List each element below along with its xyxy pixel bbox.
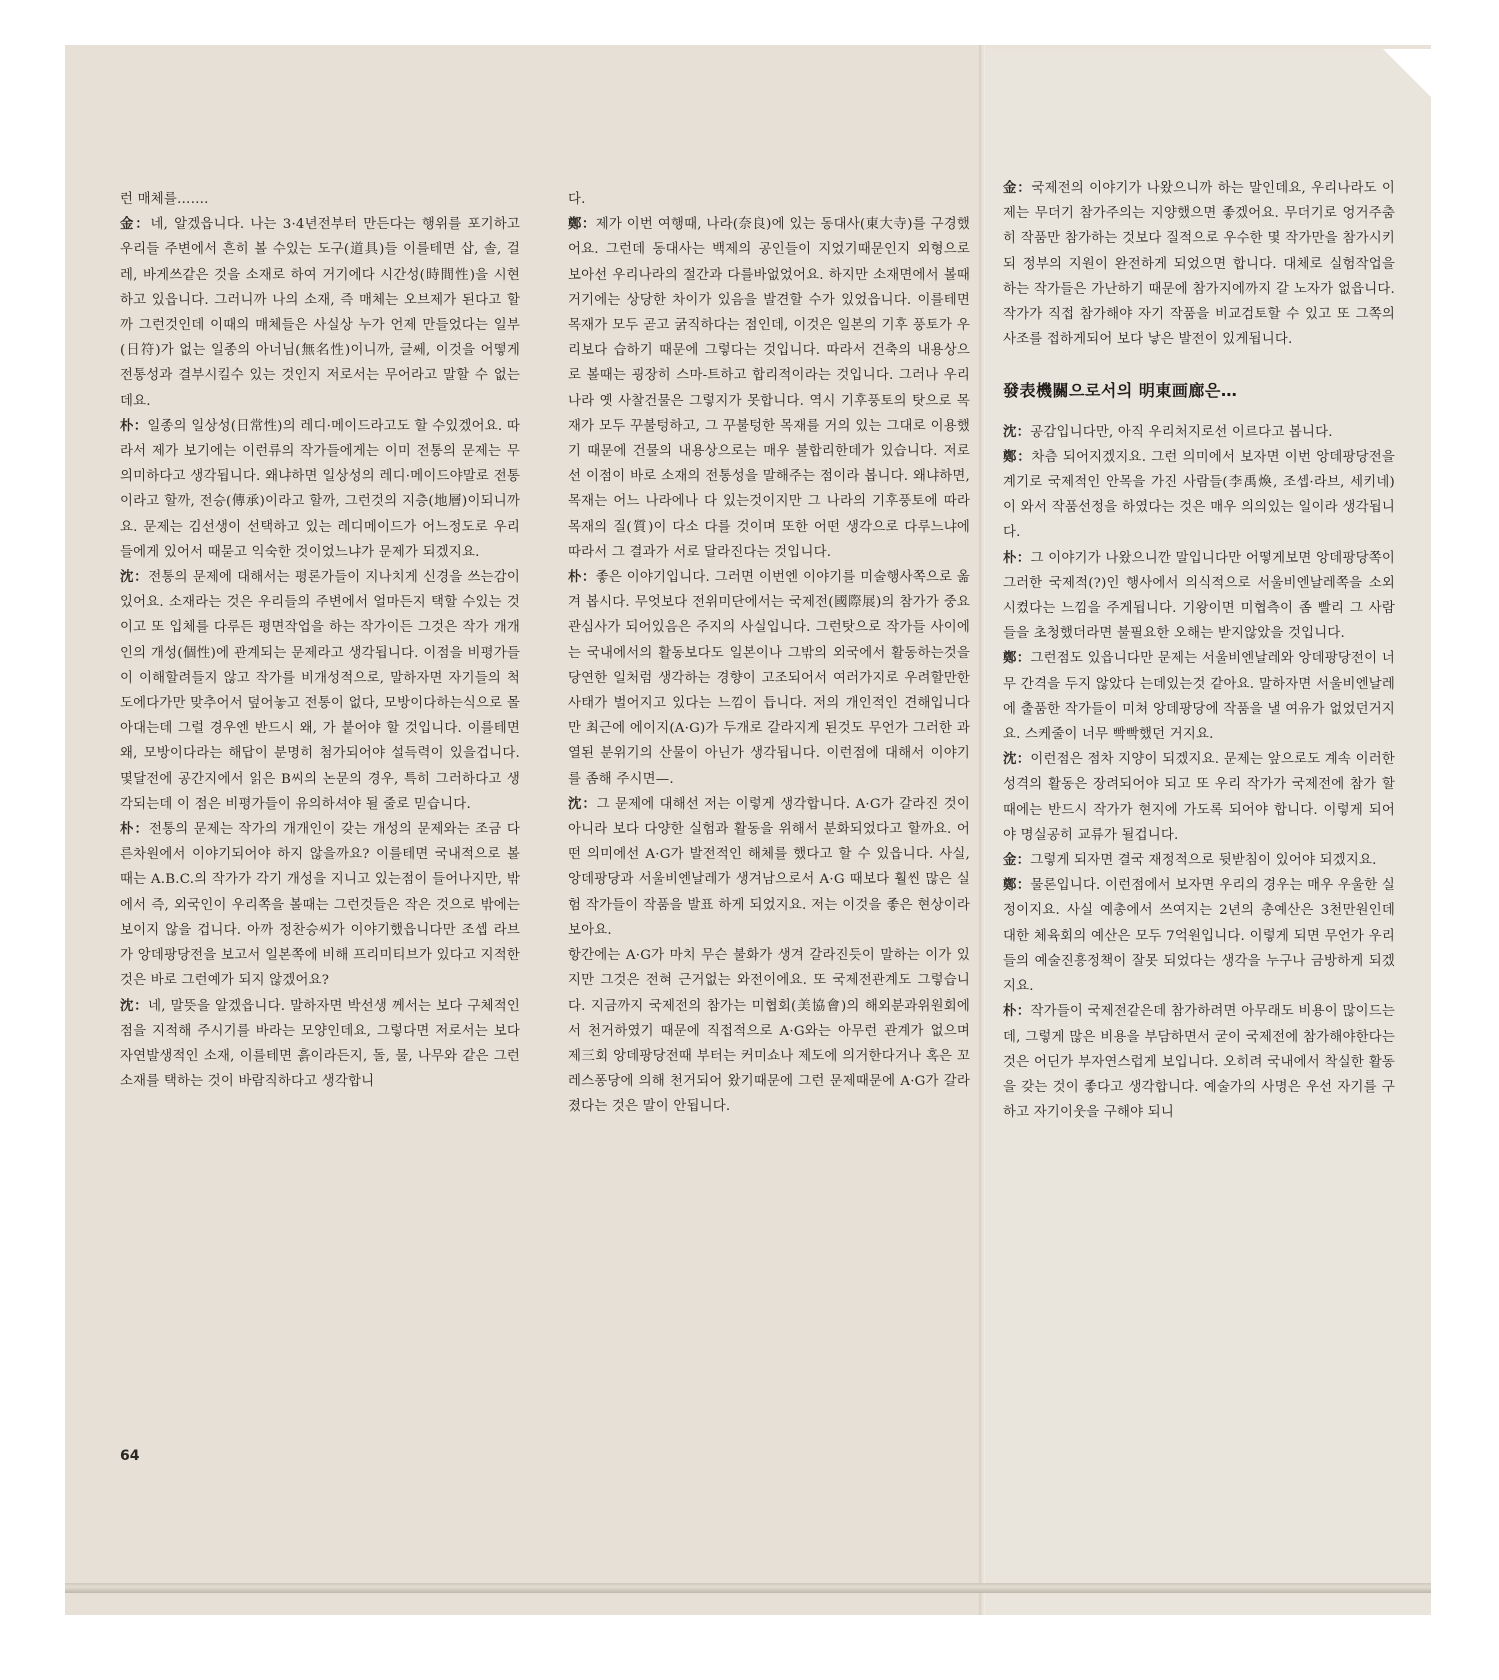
- paragraph-text: 제가 이번 여행때, 나라(奈良)에 있는 동대사(東大寺)를 구경했어요. 그런데 동대사는 백제의 공인들이 지었기때문인지 외형으로 보아선 우리나라의 절간과 다를바없었어요. 하지만 소재면에서 볼때 거기에는 상당한 차이가 있음을 발견할 수가 있었읍니다. 이를테면 목재가 모두 곧고 굵직하다는 점인데, 이것은 일본의 기후 풍토가 우리보다 습하기 때문에 그렇다는 것입니다. 따라서 건축의 내용상으로 볼때는 굉장히 스마-트하고 합리적이라는 것입니다. 그러나 우리나라 옛 사찰건물은 그렇지가 못합니다. 역시 기후풍토의 탓으로 목재가 모두 꾸불텅하고, 그 꾸불텅한 목재를 거의 있는 그대로 이용했기 때문에 건물의 내용상으로는 매우 불합리한데가 있습니다. 저로선 이점이 바로 소재의 전통성을 말해주는 점이라 봅니다. 왜냐하면, 목재는 어느 나라에나 다 있는것이지만 그 나라의 기후풍토에 따라 목재의 질(質)이 다소 다를 것이며 또한 어떤 생각으로 다루느냐에 따라서 그 결과가 서로 달라진다는 것입니다.: [568, 217, 971, 560]
- speaker-label: 鄭: [1003, 448, 1018, 465]
- paragraph-text: 그 이야기가 나왔으니깐 말입니다만 어떻게보면 앙데팡당쪽이 그러한 국제적(?)인 행사에서 의식적으로 서울비엔날레쪽을 소외시켰다는 느낌을 주게됩니다. 기왕이면 미협측이 좀 빨리 그 사람들을 초청했더라면 불필요한 오해는 받지않았을 것입니다.: [1003, 550, 1395, 642]
- paragraph-text: 국제전의 이야기가 나왔으니까 하는 말인데요, 우리나라도 이제는 무더기 참가주의는 지양했으면 좋겠어요. 무더기로 엉거주춤히 작품만 참가하는 것보다 질적으로 우수한 몇 작가만을 참가시키되 정부의 지원이 완전하게 되었으면 합니다. 대체로 실험작업을 하는 작가들은 가난하기 때문에 참가지에까지 갈 노자가 없읍니다. 작가가 직접 참가해야 자기 작품을 비교검토할 수 있고 또 그쪽의 사조를 접하게되어 보다 낳은 발전이 있게됩니다.: [1003, 181, 1396, 348]
- paragraph: 鄭：차츰 되어지겠지요. 그런 의미에서 보자면 이번 앙데팡당전을 계기로 국제적인 안목을 가진 사람들(李禹煥, 조셉·라브, 세키네)이 와서 작품선정을 하였다는 것은 매우 의의있는 일이라 생각됩니다.: [1003, 448, 1396, 541]
- speaker-label: 朴: [1003, 549, 1017, 566]
- speaker-label: 金: [120, 216, 136, 233]
- paragraph-text: 작가들이 국제전같은데 참가하려면 아무래도 비용이 많이드는데, 그렇게 많은 비용을 부담하면서 굳이 국제전에 참가해야한다는 것은 어딘가 부자연스럽게 보입니다. 오히려 국내에서 착실한 활동을 갖는 것이 좋다고 생각합니다. 예술가의 사명은 우선 자기를 구하고 자기이웃을 구해야 되니: [1003, 1004, 1395, 1121]
- paragraph-text: 다.: [568, 192, 586, 207]
- paragraph-text: 전통의 문제에 대해서는 평론가들이 지나치게 신경을 쓰는감이 있어요. 소재라는 것은 우리들의 주변에서 얼마든지 택할 수있는 것이고 또 입체를 다루든 평면작업을 하는 작가이든 그것은 작가 개개인의 개성(個性)에 관계되는 문제라고 생각됩니다. 이점을 비평가들이 이해할려들지 않고 작가를 비개성적으로, 말하자면 자기들의 척도에다가만 맞추어서 덮어놓고 전통이 없다, 모방이다하는식으로 몰아대는데 그럴 경우엔 반드시 왜, 가 붙어야 할 것입니다. 이를테면 왜, 모방이다라는 해답이 분명히 첨가되어야 설득력이 있을겁니다. 몇달전에 공간지에서 읽은 B씨의 논문의 경우, 특히 그러하다고 생각되는데 이 점은 비평가들이 유의하셔야 될 줄로 믿습니다.: [120, 570, 521, 812]
- paragraph-text: 런 매체를…….: [120, 192, 209, 207]
- paragraph-text: 네, 알겠읍니다. 나는 3·4년전부터 만든다는 행위를 포기하고 우리들 주변에서 흔히 볼 수있는 도구(道具)들 이를테면 삽, 솔, 걸레, 바게쓰같은 것을 소재로 하여 거기에다 시간성(時間性)을 시현하고 있읍니다. 그러니까 나의 소재, 즉 매체는 오브제가 된다고 할까 그런것인데 이때의 매체들은 사실상 누가 언제 만들었다는 일부(日符)가 없는 일종의 아너님(無名性)이니까, 글쎄, 이것을 어떻게 전통성과 결부시킬수 있는 것인지 저로서는 무어라고 말할 수 없는데요.: [120, 217, 520, 409]
- paragraph: 沈：공감입니다만, 아직 우리처지로선 이르다고 봅니다.: [1003, 423, 1333, 440]
- speaker-label: 鄭: [1003, 877, 1017, 894]
- speaker-label: 朴: [120, 821, 135, 838]
- speaker-label: 沈: [1003, 751, 1017, 768]
- paragraph: 沈：그 문제에 대해선 저는 이렇게 생각합니다. A·G가 갈라진 것이 아니라 보다 다양한 실험과 활동을 위해서 분화되었다고 할까요. 어떤 의미에선 A·G가 발전적인 해체를 했다고 할 수 있읍니다. 사실, 앙데팡당과 서울비엔날레가 생겨남으로서 A·G 때보다 훨씬 많은 실험 작가들이 작품을 발표 하게 되었지요. 저는 이것을 좋은 현상이라 보아요.: [568, 795, 970, 938]
- paragraph-text: 좋은 이야기입니다. 그러면 이번엔 이야기를 미술행사쪽으로 옮겨 봅시다. 무엇보다 전위미단에서는 국제전(國際展)의 참가가 중요관심사가 되어있음은 주지의 사실입니다. 그런탓으로 작가들 사이에는 국내에서의 활동보다도 일본이나 그밖의 외국에서 활동하는것을 당연한 일처럼 생각하는 경향이 고조되어서 여러가지로 우려할만한 사태가 벌어지고 있다는 느낌이 듭니다. 저의 개인적인 견해입니다만 최근에 에이지(A·G)가 두개로 갈라지게 된것도 무언가 그러한 과열된 분위기의 산물이 아닌가 생각됩니다. 이런점에 대해서 이야기를 좀해 주시면—.: [568, 570, 971, 787]
- paragraph-text: 물론입니다. 이런점에서 보자면 우리의 경우는 매우 우울한 실정이지요. 사실 예총에서 쓰여지는 2년의 총예산은 3천만원인데 대한 체육회의 예산은 모두 7억원입니다. 이렇게 되면 무언가 우리들의 예술진흥정책이 잘못 되었다는 생각을 누구나 금방하게 되겠지요.: [1003, 878, 1396, 995]
- speaker-label: 朴: [120, 417, 134, 434]
- paragraph-text: 차츰 되어지겠지요. 그런 의미에서 보자면 이번 앙데팡당전을 계기로 국제적인 안목을 가진 사람들(李禹煥, 조셉·라브, 세키네)이 와서 작품선정을 하였다는 것은 매우 의의있는 일이라 생각됩니다.: [1003, 449, 1396, 541]
- paragraph: 朴：일종의 일상성(日常性)의 레디·메이드라고도 할 수있겠어요. 따라서 제가 보기에는 이런류의 작가들에게는 이미 전통의 문제는 무의미하다고 생각됩니다. 왜냐하면 일상성의 레디·메이드야말로 전통이라고 할까, 전승(傳承)이라고 할까, 그런것의 지층(地層)이되니까요. 문제는 김선생이 선택하고 있는 레디메이드가 어느정도로 우리들에게 있어서 때묻고 익숙한 것이었느냐가 문제가 되겠지요.: [120, 417, 520, 560]
- paragraph: 沈：네, 말뜻을 알겠읍니다. 말하자면 박선생 께서는 보다 구체적인 점을 지적해 주시기를 바라는 모양인데요, 그렇다면 저로서는 보다 자연발생적인 소재, 이를테면 흙이라든지, 돌, 물, 나무와 같은 그런 소재를 택하는 것이 바람직하다고 생각합니: [120, 997, 521, 1090]
- speaker-label: 沈: [1003, 423, 1017, 440]
- speaker-label: 金: [1003, 180, 1018, 196]
- page-corner-fold: [1383, 49, 1431, 97]
- speaker-label: 朴: [1003, 1003, 1017, 1020]
- paragraph: 朴：전통의 문제는 작가의 개개인이 갖는 개성의 문제와는 조금 다른차원에서 이야기되어야 하지 않을까요? 이를테면 국내적으로 볼때는 A.B.C.의 작가가 각기 개성을 지니고 있는점이 들어나지만, 밖에서 즉, 외국인이 우리쪽을 볼때는 그런것들은 작은 것으로 밖에는 보이지 않을 겁니다. 아까 정찬승씨가 이야기했읍니다만 조셉 라브가 앙데팡당전을 보고서 일본쪽에 비해 프리미티브가 있다고 지적한 것은 바로 그런예가 되지 않겠어요?: [120, 821, 520, 989]
- paragraph-text: 항간에는 A·G가 마치 무슨 불화가 생겨 갈라진듯이 말하는 이가 있지만 그것은 전혀 근거없는 와전이에요. 또 국제전관계도 그렇습니다. 지금까지 국제전의 참가는 미협회(美協會)의 해외분과위원회에서 천거하였기 때문에 직접적으로 A·G와는 아무런 관계가 없으며 제三회 앙데팡당전때 부터는 커미쇼나 제도에 의거한다거나 혹은 꼬레스퐁당에 의해 천거되어 왔기때문에 그런 문제때문에 A·G가 갈라졌다는 것은 말이 안됩니다.: [568, 948, 970, 1115]
- paragraph-text: 그렇게 되자면 결국 재정적으로 뒷받침이 있어야 되겠지요.: [1030, 853, 1377, 869]
- paragraph: 金：그렇게 되자면 결국 재정적으로 뒷받침이 있어야 되겠지요.: [1003, 852, 1377, 869]
- paragraph-text: 전통의 문제는 작가의 개개인이 갖는 개성의 문제와는 조금 다른차원에서 이야기되어야 하지 않을까요? 이를테면 국내적으로 볼때는 A.B.C.의 작가가 각기 개성을 지니고 있는점이 들어나지만, 밖에서 즉, 외국인이 우리쪽을 볼때는 그런것들은 작은 것으로 밖에는 보이지 않을 겁니다. 아까 정찬승씨가 이야기했읍니다만 조셉 라브가 앙데팡당전을 보고서 일본쪽에 비해 프리미티브가 있다고 지적한 것은 바로 그런예가 되지 않겠어요?: [120, 822, 520, 989]
- paragraph: 金：국제전의 이야기가 나왔으니까 하는 말인데요, 우리나라도 이제는 무더기 참가주의는 지양했으면 좋겠어요. 무더기로 엉거주춤히 작품만 참가하는 것보다 질적으로 우수한 몇 작가만을 참가시키되 정부의 지원이 완전하게 되었으면 합니다. 대체로 실험작업을 하는 작가들은 가난하기 때문에 참가지에까지 갈 노자가 없읍니다. 작가가 직접 참가해야 자기 작품을 비교검토할 수 있고 또 그쪽의 사조를 접하게되어 보다 낳은 발전이 있게됩니다.: [1003, 180, 1396, 348]
- paragraph-text: 네, 말뜻을 알겠읍니다. 말하자면 박선생 께서는 보다 구체적인 점을 지적해 주시기를 바라는 모양인데요, 그렇다면 저로서는 보다 자연발생적인 소재, 이를테면 흙이라든지, 돌, 물, 나무와 같은 그런 소재를 택하는 것이 바람직하다고 생각합니: [120, 998, 521, 1090]
- paragraph-text: 그 문제에 대해선 저는 이렇게 생각합니다. A·G가 갈라진 것이 아니라 보다 다양한 실험과 활동을 위해서 분화되었다고 할까요. 어떤 의미에선 A·G가 발전적인 해체를 했다고 할 수 있읍니다. 사실, 앙데팡당과 서울비엔날레가 생겨남으로서 A·G 때보다 훨씬 많은 실험 작가들이 작품을 발표 하게 되었지요. 저는 이것을 좋은 현상이라 보아요.: [568, 796, 970, 938]
- speaker-label: 鄭: [568, 216, 582, 233]
- page-bottom-edge: [65, 1583, 1431, 1593]
- paragraph: 沈：이런점은 점차 지양이 되겠지요. 문제는 앞으로도 계속 이러한 성격의 활동은 장려되어야 되고 또 우리 작가가 국제전에 참가 할 때에는 반드시 작가가 현지에 가도록 되어야 합니다. 이렇게 되어야 명실공히 교류가 될겁니다.: [1003, 751, 1396, 843]
- paragraph: 朴：작가들이 국제전같은데 참가하려면 아무래도 비용이 많이드는데, 그렇게 많은 비용을 부담하면서 굳이 국제전에 참가해야한다는 것은 어딘가 부자연스럽게 보입니다. 오히려 국내에서 착실한 활동을 갖는 것이 좋다고 생각합니다. 예술가의 사명은 우선 자기를 구하고 자기이웃을 구해야 되니: [1003, 1003, 1395, 1121]
- text-column-3: [1003, 176, 1395, 1125]
- speaker-label: 沈: [120, 569, 135, 586]
- page-number: 64: [120, 1448, 140, 1464]
- speaker-label: 金: [1003, 852, 1017, 869]
- paragraph: 沈：전통의 문제에 대해서는 평론가들이 지나치게 신경을 쓰는감이 있어요. 소재라는 것은 우리들의 주변에서 얼마든지 택할 수있는 것이고 또 입체를 다루든 평면작업을 하는 작가이든 그것은 작가 개개인의 개성(個性)에 관계되는 문제라고 생각됩니다. 이점을 비평가들이 이해할려들지 않고 작가를 비개성적으로, 말하자면 자기들의 척도에다가만 맞추어서 덮어놓고 전통이 없다, 모방이다하는식으로 몰아대는데 그럴 경우엔 반드시 왜, 가 붙어야 할 것입니다. 이를테면 왜, 모방이다라는 해답이 분명히 첨가되어야 설득력이 있을겁니다. 몇달전에 공간지에서 읽은 B씨의 논문의 경우, 특히 그러하다고 생각되는데 이 점은 비평가들이 유의하셔야 될 줄로 믿습니다.: [120, 569, 521, 812]
- page-fold: [979, 45, 985, 1615]
- section-heading: 發表機關으로서의 明東画廊은…: [1003, 381, 1238, 401]
- paragraph: [120, 187, 520, 212]
- text-column-2: [568, 187, 970, 1120]
- paragraph-text: 공감입니다만, 아직 우리처지로선 이르다고 봅니다.: [1030, 424, 1333, 440]
- speaker-label: 沈: [568, 795, 583, 812]
- paragraph: 金：네, 알겠읍니다. 나는 3·4년전부터 만든다는 행위를 포기하고 우리들 주변에서 흔히 볼 수있는 도구(道具)들 이를테면 삽, 솔, 걸레, 바게쓰같은 것을 소재로 하여 거기에다 시간성(時間性)을 시현하고 있읍니다. 그러니까 나의 소재, 즉 매체는 오브제가 된다고 할까 그런것인데 이때의 매체들은 사실상 누가 언제 만들었다는 일부(日符)가 없는 일종의 아너님(無名性)이니까, 글쎄, 이것을 어떻게 전통성과 결부시킬수 있는 것인지 저로서는 무어라고 말할 수 없는데요.: [120, 216, 520, 409]
- speaker-label: 鄭: [1003, 650, 1017, 667]
- paragraph: 朴：그 이야기가 나왔으니깐 말입니다만 어떻게보면 앙데팡당쪽이 그러한 국제적(?)인 행사에서 의식적으로 서울비엔날레쪽을 소외시켰다는 느낌을 주게됩니다. 기왕이면 미협측이 좀 빨리 그 사람들을 초청했더라면 불필요한 오해는 받지않았을 것입니다.: [1003, 549, 1395, 642]
- paragraph: 鄭：물론입니다. 이런점에서 보자면 우리의 경우는 매우 우울한 실정이지요. 사실 예총에서 쓰여지는 2년의 총예산은 3천만원인데 대한 체육회의 예산은 모두 7억원입니다. 이렇게 되면 무언가 우리들의 예술진흥정책이 잘못 되었다는 생각을 누구나 금방하게 되겠지요.: [1003, 877, 1396, 995]
- speaker-label: 朴: [568, 569, 582, 586]
- paragraph: [568, 943, 970, 1119]
- text-column-1: [120, 187, 520, 1094]
- paragraph-text: 일종의 일상성(日常性)의 레디·메이드라고도 할 수있겠어요. 따라서 제가 보기에는 이런류의 작가들에게는 이미 전통의 문제는 무의미하다고 생각됩니다. 왜냐하면 일상성의 레디·메이드야말로 전통이라고 할까, 전승(傳承)이라고 할까, 그런것의 지층(地層)이되니까요. 문제는 김선생이 선택하고 있는 레디메이드가 어느정도로 우리들에게 있어서 때묻고 익숙한 것이었느냐가 문제가 되겠지요.: [120, 418, 520, 560]
- paragraph-text: 이런점은 점차 지양이 되겠지요. 문제는 앞으로도 계속 이러한 성격의 활동은 장려되어야 되고 또 우리 작가가 국제전에 참가 할 때에는 반드시 작가가 현지에 가도록 되어야 합니다. 이렇게 되어야 명실공히 교류가 될겁니다.: [1003, 752, 1396, 843]
- paragraph-text: 그런점도 있읍니다만 문제는 서울비엔날레와 앙데팡당전이 너무 간격을 두지 않았다 는데있는것 같아요. 말하자면 서울비엔날레에 출품한 작가들이 미쳐 앙데팡당에 작품을 낼 여유가 없었던거지요. 스케줄이 너무 빡빡했던 거지요.: [1003, 651, 1395, 743]
- paragraph: [568, 187, 970, 212]
- paragraph: 朴：좋은 이야기입니다. 그러면 이번엔 이야기를 미술행사쪽으로 옮겨 봅시다. 무엇보다 전위미단에서는 국제전(國際展)의 참가가 중요관심사가 되어있음은 주지의 사실입니다. 그런탓으로 작가들 사이에는 국내에서의 활동보다도 일본이나 그밖의 외국에서 활동하는것을 당연한 일처럼 생각하는 경향이 고조되어서 여러가지로 우려할만한 사태가 벌어지고 있다는 느낌이 듭니다. 저의 개인적인 견해입니다만 최근에 에이지(A·G)가 두개로 갈라지게 된것도 무언가 그러한 과열된 분위기의 산물이 아닌가 생각됩니다. 이런점에 대해서 이야기를 좀해 주시면—.: [568, 569, 971, 787]
- speaker-label: 沈: [120, 997, 135, 1014]
- paragraph: 鄭：그런점도 있읍니다만 문제는 서울비엔날레와 앙데팡당전이 너무 간격을 두지 않았다 는데있는것 같아요. 말하자면 서울비엔날레에 출품한 작가들이 미쳐 앙데팡당에 작품을 낼 여유가 없었던거지요. 스케줄이 너무 빡빡했던 거지요.: [1003, 650, 1395, 743]
- paragraph: 鄭：제가 이번 여행때, 나라(奈良)에 있는 동대사(東大寺)를 구경했어요. 그런데 동대사는 백제의 공인들이 지었기때문인지 외형으로 보아선 우리나라의 절간과 다를바없었어요. 하지만 소재면에서 볼때 거기에는 상당한 차이가 있음을 발견할 수가 있었읍니다. 이를테면 목재가 모두 곧고 굵직하다는 점인데, 이것은 일본의 기후 풍토가 우리보다 습하기 때문에 그렇다는 것입니다. 따라서 건축의 내용상으로 볼때는 굉장히 스마-트하고 합리적이라는 것입니다. 그러나 우리나라 옛 사찰건물은 그렇지가 못합니다. 역시 기후풍토의 탓으로 목재가 모두 꾸불텅하고, 그 꾸불텅한 목재를 거의 있는 그대로 이용했기 때문에 건물의 내용상으로는 매우 불합리한데가 있습니다. 저로선 이점이 바로 소재의 전통성을 말해주는 점이라 봅니다. 왜냐하면, 목재는 어느 나라에나 다 있는것이지만 그 나라의 기후풍토에 따라 목재의 질(質)이 다소 다를 것이며 또한 어떤 생각으로 다루느냐에 따라서 그 결과가 서로 달라진다는 것입니다.: [568, 216, 971, 560]
